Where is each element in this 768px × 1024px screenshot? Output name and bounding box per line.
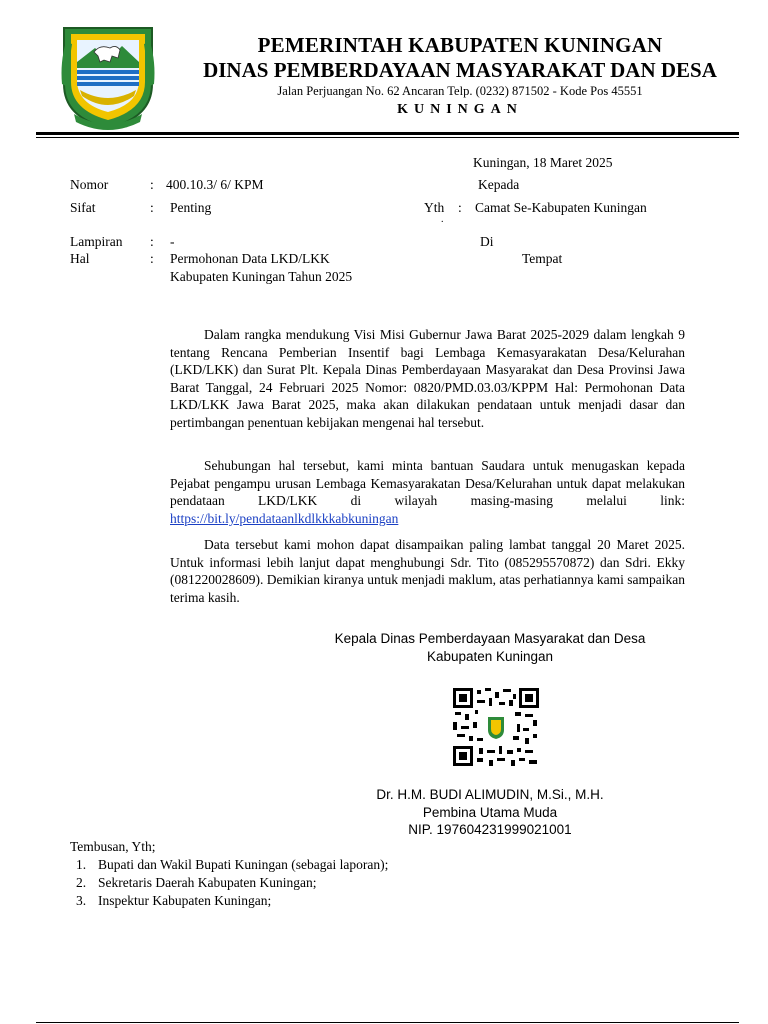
hal-value-line1: Permohonan Data LKD/LKK: [170, 251, 330, 266]
header-divider-thick: [36, 132, 739, 135]
lampiran-label: Lampiran: [70, 234, 123, 249]
place-date: Kuningan, 18 Maret 2025: [473, 155, 613, 170]
header-divider-thin: [36, 137, 739, 138]
signatory-title-line1: Kepala Dinas Pemberdayaan Masyarakat dan Desa: [334, 631, 646, 646]
tembusan-item: Inspektur Kabupaten Kuningan;: [98, 893, 272, 908]
header-city: KUNINGAN: [397, 102, 523, 117]
signatory-title-line2: Kabupaten Kuningan: [426, 649, 554, 664]
lampiran-value: -: [170, 234, 175, 249]
sifat-colon: :: [150, 200, 154, 215]
hal-label: Hal: [70, 251, 90, 266]
yth-label: Yth: [424, 200, 445, 215]
recipient: Camat Se-Kabupaten Kuningan: [475, 200, 647, 215]
tembusan-heading: Tembusan, Yth;: [70, 839, 156, 854]
body-paragraph-1: Dalam rangka mendukung Visi Misi Gubernur Jawa Barat 2025-2029 dalam lengkah 9 tentang Rencana Pemberian Insentif bagi Lembaga Kemasyarakatan Desa/Kelurahan (LKD/LKK) dan Surat Plt. Kepala Dinas Pemberdayaan Masyarakat dan Desa Provinsi Jawa Barat Tanggal, 24 Februari 2025 Nomor: 0820/PMD.03.03/KPPM Hal: Permohonan Data LKD/LKK Jawa Barat 2025, maka akan dilakukan pendataan untuk menjadi dasar dan pertimbangan penentuan kebijakan mengenai hal tersebut.: [170, 327, 685, 430]
kepada-label: Kepada: [478, 177, 520, 192]
signatory-name: Dr. H.M. BUDI ALIMUDIN, M.Si., M.H.: [376, 787, 604, 802]
header-address: Jalan Perjuangan No. 62 Ancaran Telp. (0232) 871502 - Kode Pos 45551: [277, 84, 643, 98]
header-agency-name: DINAS PEMBERDAYAAN MASYARAKAT DAN DESA: [203, 58, 717, 82]
body-paragraph-3: Data tersebut kami mohon dapat disampaikan paling lambat tanggal 20 Maret 2025. Untuk informasi lebih lanjut dapat menghubungi Sdr. Tito (085295570872) dan Sdri. Ekky (081220028609). Demikian kiranya untuk menjadi maklum, atas perhatiannya kami sampaikan terima kasih.: [170, 537, 685, 605]
lampiran-colon: :: [150, 234, 154, 249]
sifat-label: Sifat: [70, 200, 96, 215]
hal-colon: :: [150, 251, 154, 266]
nomor-value: 400.10.3/ 6/ KPM: [166, 177, 264, 192]
signatory-nip: NIP. 197604231999021001: [408, 822, 572, 837]
tempat-label: Tempat: [522, 251, 563, 266]
nomor-colon: :: [150, 177, 154, 192]
qr-code-signature: [453, 688, 539, 766]
di-label: Di: [480, 234, 494, 249]
signatory-rank: Pembina Utama Muda: [422, 805, 558, 820]
tembusan-item: Sekretaris Daerah Kabupaten Kuningan;: [98, 875, 317, 890]
tembusan-item-number: 3.: [76, 893, 87, 908]
kuningan-regency-logo: [60, 22, 156, 132]
stray-dot: .: [441, 214, 444, 225]
hal-value-line2: Kabupaten Kuningan Tahun 2025: [170, 269, 353, 284]
header-government-name: PEMERINTAH KABUPATEN KUNINGAN: [257, 33, 663, 57]
nomor-label: Nomor: [70, 177, 109, 192]
tembusan-item-number: 2.: [76, 875, 87, 890]
yth-colon: :: [458, 200, 462, 215]
survey-link[interactable]: https://bit.ly/pendataanlkdlkkkabkuningan: [170, 510, 399, 526]
footer-divider: [36, 1022, 739, 1023]
tembusan-item-number: 1.: [76, 857, 87, 872]
sifat-value: Penting: [170, 200, 212, 215]
tembusan-item: Bupati dan Wakil Bupati Kuningan (sebagai laporan);: [98, 857, 389, 872]
body-paragraph-2: Sehubungan hal tersebut, kami minta bantuan Saudara untuk menugaskan kepada Pejabat pengampu urusan Lembaga Kemasyarakatan Desa/Kelurahan untuk dapat melakukan pendataan LKD/LKK di wilayah masing-masing melalui link: https://bit.ly/pendataanlkdlkkkabkuningan: [170, 458, 685, 526]
